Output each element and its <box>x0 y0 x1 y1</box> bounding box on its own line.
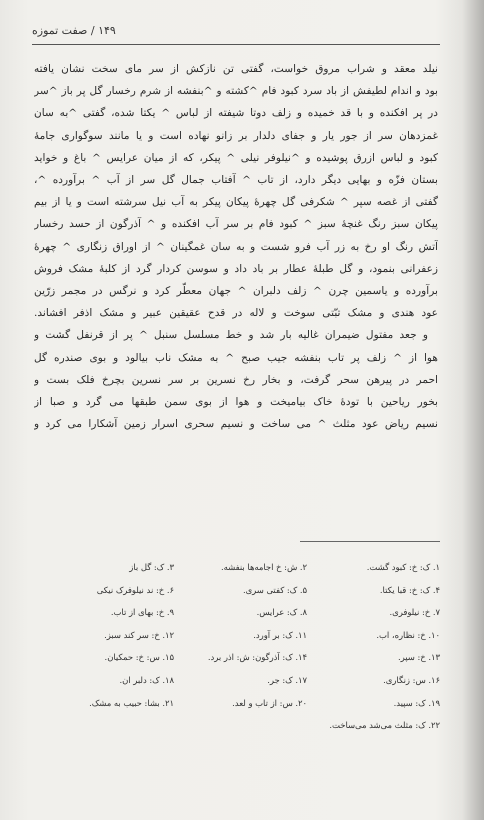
binding-shadow <box>462 0 484 820</box>
text-line: بخور ریاحین با تودهٔ خاک بیامیخت و هوا از بوی سمن طبقها می گرد و صبا از <box>34 396 438 409</box>
footnote: ۱۱. ک: بر آورد. <box>253 629 307 640</box>
text-line: و جعد مفتول ضیمران غالیه بار شد و خط مسلسل سنبل ^ پر از قرنفل گشت و <box>34 329 428 342</box>
footnote: ۱۲. خ: سر کند سبز. <box>104 629 174 640</box>
footnote: ۳. ک: گل باز <box>129 562 174 572</box>
footnote: ۲۱. بشا: حبیب به مشک. <box>89 697 174 708</box>
footnote: ۱۵. س: خ: حمکیان. <box>104 652 174 663</box>
footnote: ۱۹. ک: سپید. <box>393 697 440 708</box>
text-line: برآورده و یاسمین چرن ^ زلف دلبران ^ جهان معطّر کرد و نرگس در مجمر زرّین <box>34 285 438 298</box>
footnote-row <box>40 669 440 692</box>
text-line: نسیم ریاض عود مثلث ^ می ساخت و نسیم سحری اسرار زمین آشکارا می کرد و <box>34 418 438 431</box>
footnote-row <box>40 601 440 624</box>
footnote-row <box>40 692 440 715</box>
footnote: ۱۴. ک: آذرگون: ش: اذر برد. <box>207 652 307 663</box>
footnote: ۷. خ: نیلوفری. <box>389 607 440 618</box>
text-line: زعفرانی بنمود، و گل طبلهٔ عطار بر باد داد و سوسن کردار گرد از کلبهٔ مشک فروش <box>34 262 438 275</box>
text-line: بود و اندام لطیفش از باد سرد کبود فام ^کشته و ^بنفشه از شرم رخسار گل پر باز ^سر <box>34 85 438 98</box>
text-line: عود هندی و مشک تبّتی سوخت و لاله در قدح عقیقین عبیر و مشک اذفر افشاند. <box>34 307 438 320</box>
header-rule <box>32 44 440 45</box>
footnote: ۱۷. ک: جر. <box>267 674 307 685</box>
footnote: ۲۰. س: از تاب و لعد. <box>232 697 307 708</box>
footnote: ۴. ک: خ: قبا یکتا. <box>379 584 440 595</box>
text-line: گفتی از غصه سپر ^ شکرفی گل چهرهٔ پیکان پیکر به آب نیل سرشته است و یا از بیم <box>34 196 438 209</box>
paragraph-2 <box>34 324 438 435</box>
text-line: پیکان سبز رنگ غنچهٔ سبز ^ کبود فام بر سر آب افکنده و ^ آذرگون از حسد رخسار <box>34 218 438 231</box>
footnotes <box>40 556 440 737</box>
running-head: ۱۴۹ / صفت تموزه <box>32 24 116 37</box>
footnote: ۲. ش: خ اجامه‌ها بنفشه. <box>221 562 307 572</box>
footnote-row <box>40 646 440 669</box>
footnote: ۵. ک: کفتی سری. <box>242 584 307 595</box>
footnote: ۸. ک: عرایس. <box>256 607 307 618</box>
text-line: هوا از ^ زلف پر تاب بنفشه جیب صبح ^ به مشک ناب بیالود و بوی صندره گل <box>34 351 438 364</box>
main-text <box>34 58 438 435</box>
text-line: در پر افکنده و با قد خمیده و زلف دوتا شیفته از لباس ^ یکتا شده، گفتی ^به سان <box>34 107 438 120</box>
text-line: غمزدهان سر از جور یار و جفای دلدار بر زانو نهاده است و یا مانند سوگواری جامهٔ <box>34 129 438 142</box>
footnote-row <box>40 556 440 579</box>
footnote: ۱. ک: خ: کبود گشت. <box>366 562 440 572</box>
footnote: ۶. خ: ند نیلوفرک نیکی <box>96 584 174 595</box>
text-line: آتش رنگ او رخ به زر آب فرو شست و به سان غمگینان ^ از اوراق زنگاری ^ چهرهٔ <box>34 240 438 253</box>
footnote: ۱۸. ک: دلبر ان. <box>119 674 174 685</box>
footnote-row <box>40 624 440 647</box>
text-line: نیلد معقد و شراب مروق خواست، گفتی تن نازکش از سر مای سخت نشان یافته <box>34 63 438 75</box>
footnote: ۹. خ: بهای از تاب. <box>110 607 174 618</box>
footnote-rule <box>300 541 440 542</box>
text-line: احمر در پیرهن سحر گرفت، و بخار رخ نسرین بر سر نسرین بچرخ فلک بست و <box>34 373 438 386</box>
footnote: ۱۰. خ: نظاره، اب. <box>376 629 440 640</box>
footnote: ۱۳. خ: سپر. <box>397 652 440 663</box>
text-line: کبود و لباس ازرق پوشیده و ^نیلوفر نیلی ^ پیکر، که از میان عرایس ^ باغ و خواید <box>34 151 438 164</box>
footnote: ۱۶. س: زنگاری. <box>383 674 440 685</box>
text-line: بستان فزّه و بهایی دیگر دارد، از تاب ^ آفتاب جمال گل سر از آب ^ برآورده ^، <box>34 174 438 187</box>
paragraph-1 <box>34 58 438 324</box>
footnote: ۲۲. ک: مثلث می‌شد می‌ساخت. <box>329 720 440 731</box>
footnote-row <box>40 579 440 602</box>
